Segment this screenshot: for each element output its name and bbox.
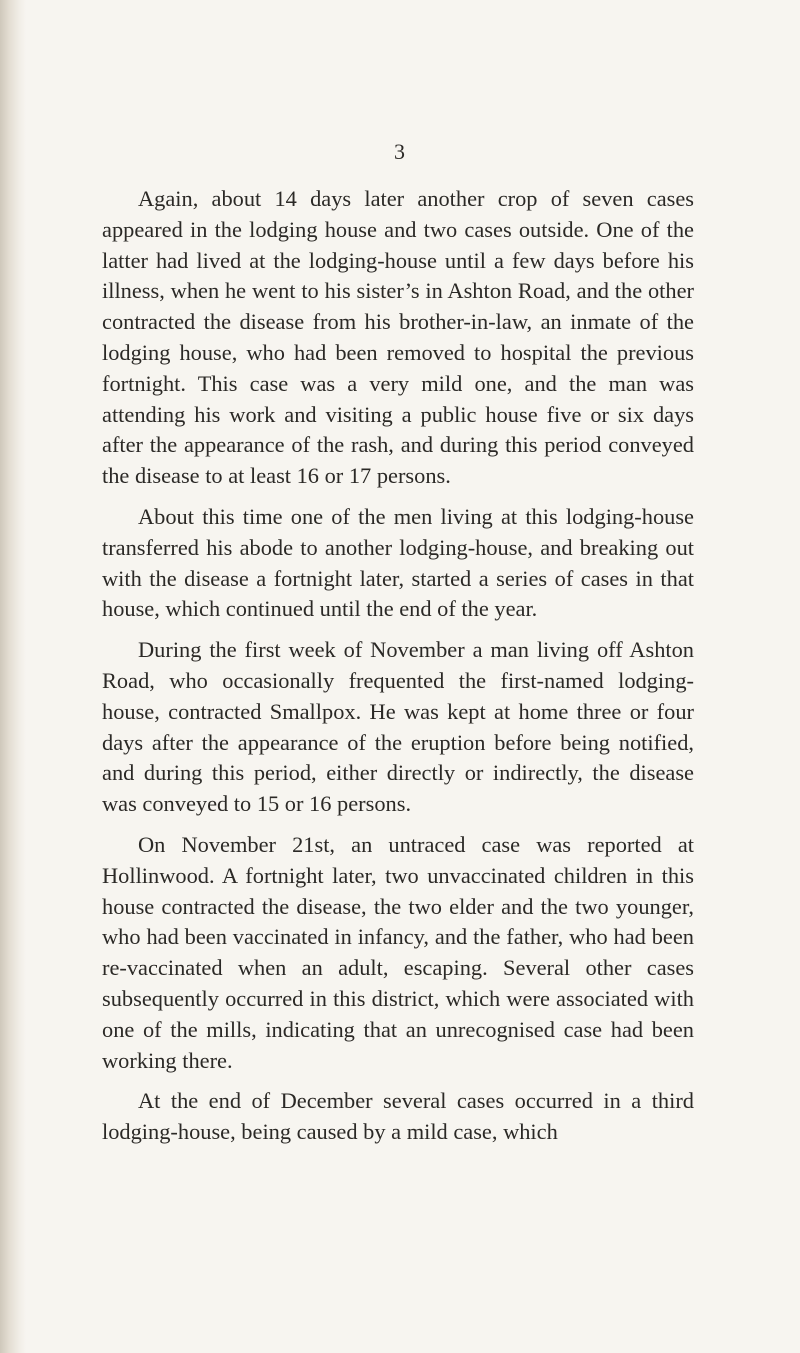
paragraph-4: On November 21st, an untraced case was reported at Hollinwood. A fortnight later, two unvaccinated children in this house contracted the disease, the two elder and the two younger, who had been vaccinated in infancy, and the father, who had been re-vaccinated when an adult, escaping. Several other cases subsequently occurred in this district, which were associated with one of the mills, indicating that an unrecognised case had been working there. — [102, 831, 694, 1073]
paragraph-3: During the first week of November a man living off Ashton Road, who occasionally frequented the first-named lodging-house, contracted Smallpox. He was kept at home three or four days after the appearance of the eruption before being notified, and during this period, either directly or indirectly, the disease was conveyed to 15 or 16 persons. — [102, 637, 694, 817]
page-number: 3 — [394, 139, 406, 164]
body-text — [102, 184, 694, 1158]
paragraph-2: About this time one of the men living at this lodging-house transferred his abode to another lodging-house, and breaking out with the disease a fortnight later, started a series of cases in that house, which continued until the end of the year. — [102, 503, 694, 622]
paragraph-5: At the end of December several cases occurred in a third lodging-house, being caused by a mild case, which — [102, 1088, 694, 1145]
page-edge-shadow — [0, 0, 26, 1353]
paragraph-1: Again, about 14 days later another crop of seven cases appeared in the lodging house and two cases outside. One of the latter had lived at the lodging-house until a few days before his illness, when he went to his sister’s in Ashton Road, and the other contracted the disease from his brother-in-law, an inmate of the lodging house, who had been removed to hospital the previous fortnight. This case was a very mild one, and the man was attending his work and visiting a public house five or six days after the appearance of the rash, and during this period conveyed the disease to at least 16 or 17 persons. — [102, 186, 694, 489]
